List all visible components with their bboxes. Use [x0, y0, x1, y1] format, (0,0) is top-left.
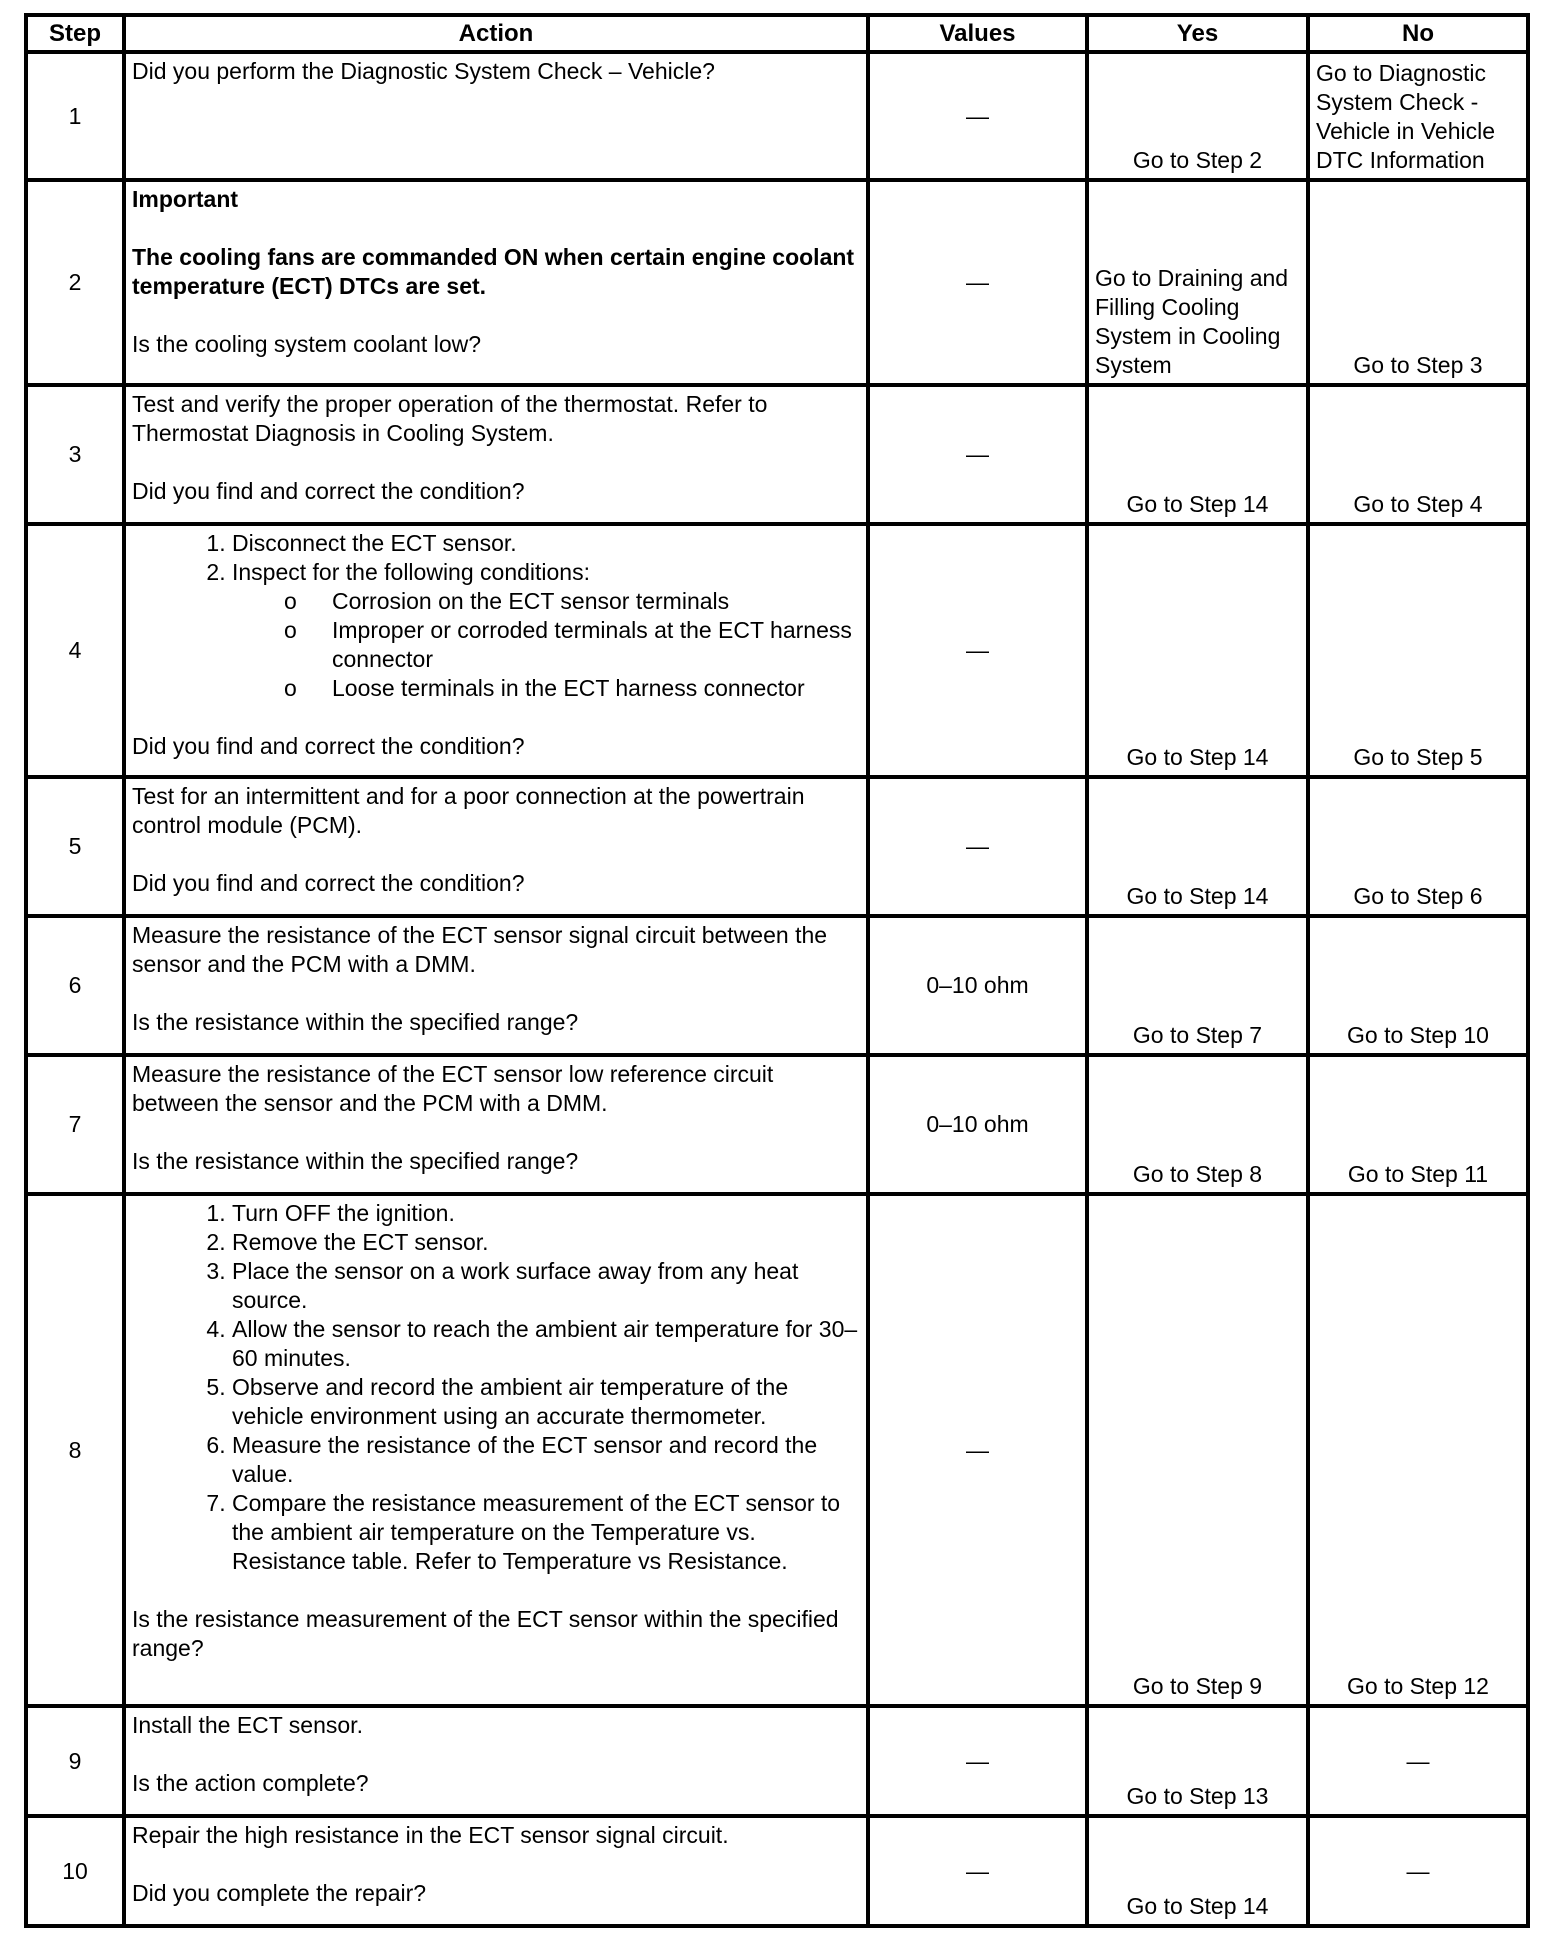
action-cell	[124, 777, 868, 916]
values-cell: —	[868, 1816, 1087, 1926]
action-question: Did you find and correct the condition?	[132, 733, 525, 759]
list-item-text: Inspect for the following conditions:	[232, 559, 590, 585]
action-question: Is the cooling system coolant low?	[132, 331, 482, 357]
list-item: 4. Allow the sensor to reach the ambient air temperature for 30–60 minutes.	[232, 1315, 860, 1373]
table-row	[26, 385, 1528, 524]
step-number: 1	[26, 52, 124, 180]
yes-cell: Go to Step 8	[1087, 1055, 1308, 1194]
table-row	[26, 1816, 1528, 1926]
procedure-list	[132, 1199, 860, 1576]
list-item: 1. Turn OFF the ignition.	[232, 1199, 860, 1228]
no-cell: Go to Step 4	[1308, 385, 1528, 524]
no-cell: —	[1308, 1816, 1528, 1926]
table-row	[26, 916, 1528, 1055]
step-number: 2	[26, 180, 124, 385]
header-values: Values	[868, 15, 1087, 52]
yes-cell: Go to Step 7	[1087, 916, 1308, 1055]
header-no: No	[1308, 15, 1528, 52]
condition-list	[232, 587, 860, 703]
step-number: 10	[26, 1816, 124, 1926]
no-cell: Go to Step 10	[1308, 916, 1528, 1055]
action-question: Did you find and correct the condition?	[132, 870, 525, 896]
action-question: Did you complete the repair?	[132, 1880, 427, 1906]
action-cell	[124, 52, 868, 180]
list-item: o Corrosion on the ECT sensor terminals	[332, 587, 860, 616]
action-text: Measure the resistance of the ECT sensor signal circuit between the sensor and the PCM with a DMM.	[132, 922, 828, 977]
yes-cell: Go to Step 2	[1087, 52, 1308, 180]
table-row	[26, 1706, 1528, 1816]
values-cell: 0–10 ohm	[868, 916, 1087, 1055]
important-label: Important	[132, 186, 239, 212]
diagnostic-table	[24, 13, 1530, 1928]
yes-cell: Go to Draining and Filling Cooling System in Cooling System	[1087, 180, 1308, 385]
list-item: 3. Place the sensor on a work surface away from any heat source.	[232, 1257, 860, 1315]
list-item: 2. Remove the ECT sensor.	[232, 1228, 860, 1257]
action-text: Test for an intermittent and for a poor connection at the powertrain control module (PCM).	[132, 783, 805, 838]
action-cell	[124, 1706, 868, 1816]
action-question: Did you perform the Diagnostic System Check – Vehicle?	[132, 58, 715, 84]
yes-cell: Go to Step 14	[1087, 385, 1308, 524]
action-text: Repair the high resistance in the ECT sensor signal circuit.	[132, 1822, 729, 1848]
no-cell: —	[1308, 1706, 1528, 1816]
table-row	[26, 52, 1528, 180]
step-number: 4	[26, 524, 124, 777]
action-cell	[124, 180, 868, 385]
values-cell: 0–10 ohm	[868, 1055, 1087, 1194]
yes-cell: Go to Step 14	[1087, 524, 1308, 777]
action-question: Is the resistance measurement of the ECT sensor within the specified range?	[132, 1606, 839, 1661]
step-number: 6	[26, 916, 124, 1055]
header-step: Step	[26, 15, 124, 52]
header-row	[26, 15, 1528, 52]
action-text: Install the ECT sensor.	[132, 1712, 363, 1738]
values-cell: —	[868, 52, 1087, 180]
action-question: Is the resistance within the specified range?	[132, 1009, 579, 1035]
yes-cell: Go to Step 13	[1087, 1706, 1308, 1816]
action-question: Is the action complete?	[132, 1770, 369, 1796]
table-row	[26, 777, 1528, 916]
step-number: 8	[26, 1194, 124, 1706]
yes-cell: Go to Step 14	[1087, 1816, 1308, 1926]
action-cell	[124, 385, 868, 524]
yes-cell: Go to Step 9	[1087, 1194, 1308, 1706]
action-cell	[124, 1194, 868, 1706]
no-cell: Go to Step 5	[1308, 524, 1528, 777]
important-note: The cooling fans are commanded ON when certain engine coolant temperature (ECT) DTCs are set.	[132, 244, 855, 299]
list-item: 7. Compare the resistance measurement of the ECT sensor to the ambient air temperature on the Temperature vs. Resistance table. Refer to Temperature vs Resistance.	[232, 1489, 860, 1576]
step-number: 9	[26, 1706, 124, 1816]
header-yes: Yes	[1087, 15, 1308, 52]
no-cell: Go to Step 11	[1308, 1055, 1528, 1194]
action-cell	[124, 1055, 868, 1194]
procedure-list	[132, 529, 860, 703]
action-text: Measure the resistance of the ECT sensor low reference circuit between the sensor and the PCM with a DMM.	[132, 1061, 774, 1116]
action-text: Test and verify the proper operation of the thermostat. Refer to Thermostat Diagnosis in Cooling System.	[132, 391, 768, 446]
action-cell	[124, 524, 868, 777]
header-action: Action	[124, 15, 868, 52]
no-cell: Go to Step 12	[1308, 1194, 1528, 1706]
table-row	[26, 1055, 1528, 1194]
table-row	[26, 524, 1528, 777]
no-cell: Go to Step 6	[1308, 777, 1528, 916]
action-cell	[124, 1816, 868, 1926]
values-cell: —	[868, 385, 1087, 524]
action-question: Is the resistance within the specified range?	[132, 1148, 579, 1174]
list-item: 5. Observe and record the ambient air temperature of the vehicle environment using an accurate thermometer.	[232, 1373, 860, 1431]
values-cell: —	[868, 1194, 1087, 1706]
action-question: Did you find and correct the condition?	[132, 478, 525, 504]
no-cell: Go to Diagnostic System Check - Vehicle in Vehicle DTC Information	[1308, 52, 1528, 180]
list-item: o Loose terminals in the ECT harness connector	[332, 674, 860, 703]
values-cell: —	[868, 524, 1087, 777]
action-cell	[124, 916, 868, 1055]
list-item	[232, 558, 860, 703]
list-item: 1. Disconnect the ECT sensor.	[232, 529, 860, 558]
step-number: 5	[26, 777, 124, 916]
no-cell: Go to Step 3	[1308, 180, 1528, 385]
table-row	[26, 1194, 1528, 1706]
yes-cell: Go to Step 14	[1087, 777, 1308, 916]
table-row	[26, 180, 1528, 385]
values-cell: —	[868, 777, 1087, 916]
values-cell: —	[868, 1706, 1087, 1816]
step-number: 3	[26, 385, 124, 524]
list-item: 6. Measure the resistance of the ECT sensor and record the value.	[232, 1431, 860, 1489]
values-cell: —	[868, 180, 1087, 385]
list-item: o Improper or corroded terminals at the ECT harness connector	[332, 616, 860, 674]
step-number: 7	[26, 1055, 124, 1194]
